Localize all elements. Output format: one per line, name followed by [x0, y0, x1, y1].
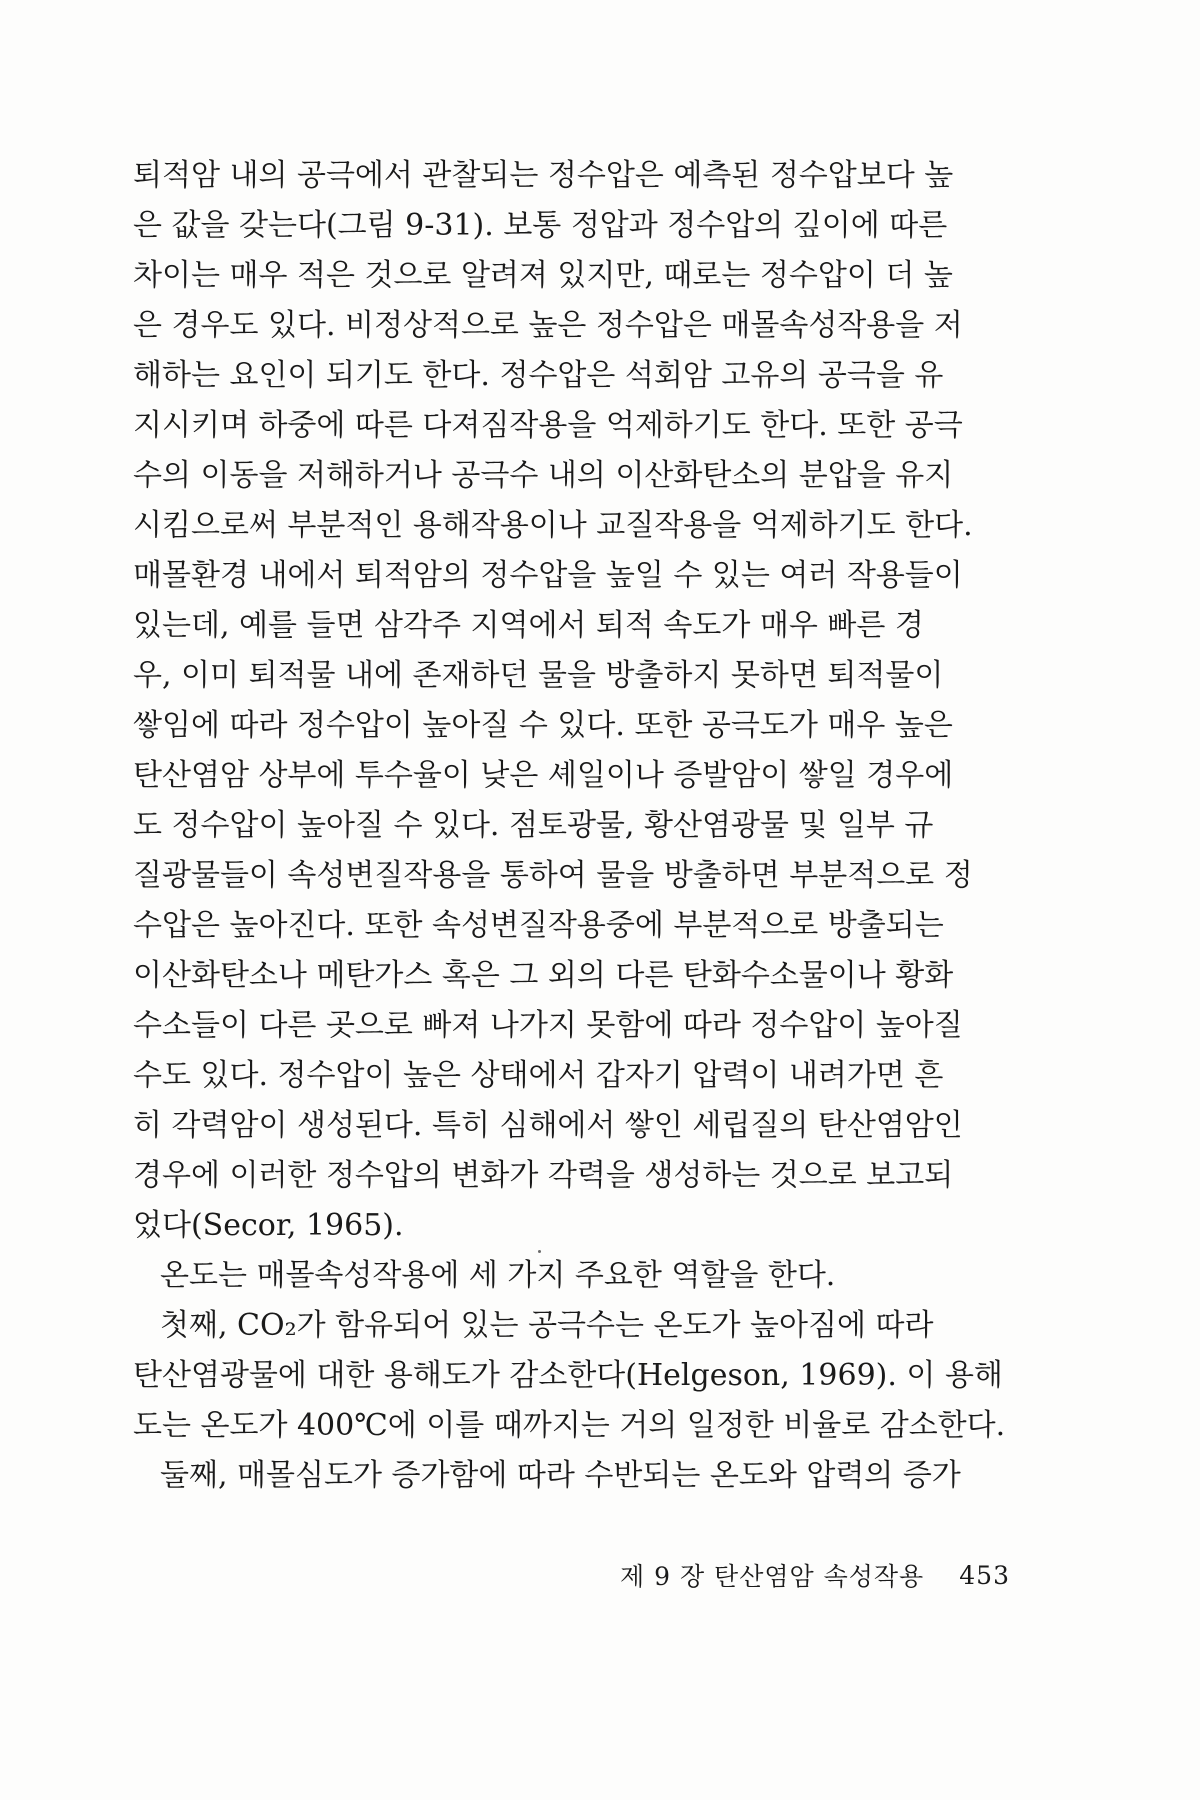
text-line: 우, 이미 퇴적물 내에 존재하던 물을 방출하지 못하면 퇴적물이	[133, 658, 944, 693]
chapter-title: 제 9 장 탄산염암 속성작용	[620, 1562, 925, 1591]
text-line: 히 각력암이 생성된다. 특히 심해에서 쌓인 세립질의 탄산염암인	[133, 1108, 963, 1143]
text-line: 해하는 요인이 되기도 한다. 정수압은 석회암 고유의 공극을 유	[133, 358, 944, 393]
scan-speck	[538, 1250, 541, 1253]
text-line: 지시키며 하중에 따른 다져짐작용을 억제하기도 한다. 또한 공극	[133, 408, 963, 443]
text-line: 이산화탄소나 메탄가스 혹은 그 외의 다른 탄화수소물이나 황화	[133, 958, 954, 993]
text-line: 차이는 매우 적은 것으로 알려져 있지만, 때로는 정수압이 더 높	[133, 258, 953, 293]
text-line-paragraph: 둘째, 매몰심도가 증가함에 따라 수반되는 온도와 압력의 증가	[160, 1458, 961, 1493]
text-line: 매몰환경 내에서 퇴적암의 정수압을 높일 수 있는 여러 작용들이	[133, 558, 963, 593]
text-line-paragraph: 온도는 매몰속성작용에 세 가지 주요한 역할을 한다.	[160, 1258, 836, 1293]
text-line: 탄산염광물에 대한 용해도가 감소한다(Helgeson, 1969). 이 용해	[133, 1358, 1003, 1393]
text-line: 있는데, 예를 들면 삼각주 지역에서 퇴적 속도가 매우 빠른 경	[133, 608, 924, 643]
text-line: 수소들이 다른 곳으로 빠져 나가지 못함에 따라 정수압이 높아질	[133, 1008, 963, 1043]
text-line-paragraph: 첫째, CO₂가 함유되어 있는 공극수는 온도가 높아짐에 따라	[160, 1308, 934, 1343]
page-footer	[620, 1555, 1010, 1595]
text-line: 수의 이동을 저해하거나 공극수 내의 이산화탄소의 분압을 유지	[133, 458, 954, 493]
text-line: 수도 있다. 정수압이 높은 상태에서 갑자기 압력이 내려가면 흔	[133, 1058, 944, 1093]
text-line: 수압은 높아진다. 또한 속성변질작용중에 부분적으로 방출되는	[133, 908, 944, 943]
page-number: 453	[959, 1560, 1010, 1590]
text-line: 퇴적암 내의 공극에서 관찰되는 정수압은 예측된 정수압보다 높	[133, 158, 954, 193]
text-line: 은 값을 갖는다(그림 9-31). 보통 정압과 정수압의 깊이에 따른	[133, 208, 948, 243]
text-line: 시킴으로써 부분적인 용해작용이나 교질작용을 억제하기도 한다.	[133, 508, 973, 543]
text-line: 쌓임에 따라 정수압이 높아질 수 있다. 또한 공극도가 매우 높은	[133, 708, 953, 743]
text-line: 탄산염암 상부에 투수율이 낮은 셰일이나 증발암이 쌓일 경우에	[133, 758, 954, 793]
text-line: 도 정수압이 높아질 수 있다. 점토광물, 황산염광물 및 일부 규	[133, 808, 934, 843]
text-line-last: 었다(Secor, 1965).	[133, 1208, 404, 1243]
text-line: 은 경우도 있다. 비정상적으로 높은 정수압은 매몰속성작용을 저	[133, 308, 963, 343]
text-line: 도는 온도가 400℃에 이를 때까지는 거의 일정한 비율로 감소한다.	[133, 1408, 1006, 1443]
text-line: 질광물들이 속성변질작용을 통하여 물을 방출하면 부분적으로 정	[133, 858, 973, 893]
text-line: 경우에 이러한 정수압의 변화가 각력을 생성하는 것으로 보고되	[133, 1158, 954, 1193]
